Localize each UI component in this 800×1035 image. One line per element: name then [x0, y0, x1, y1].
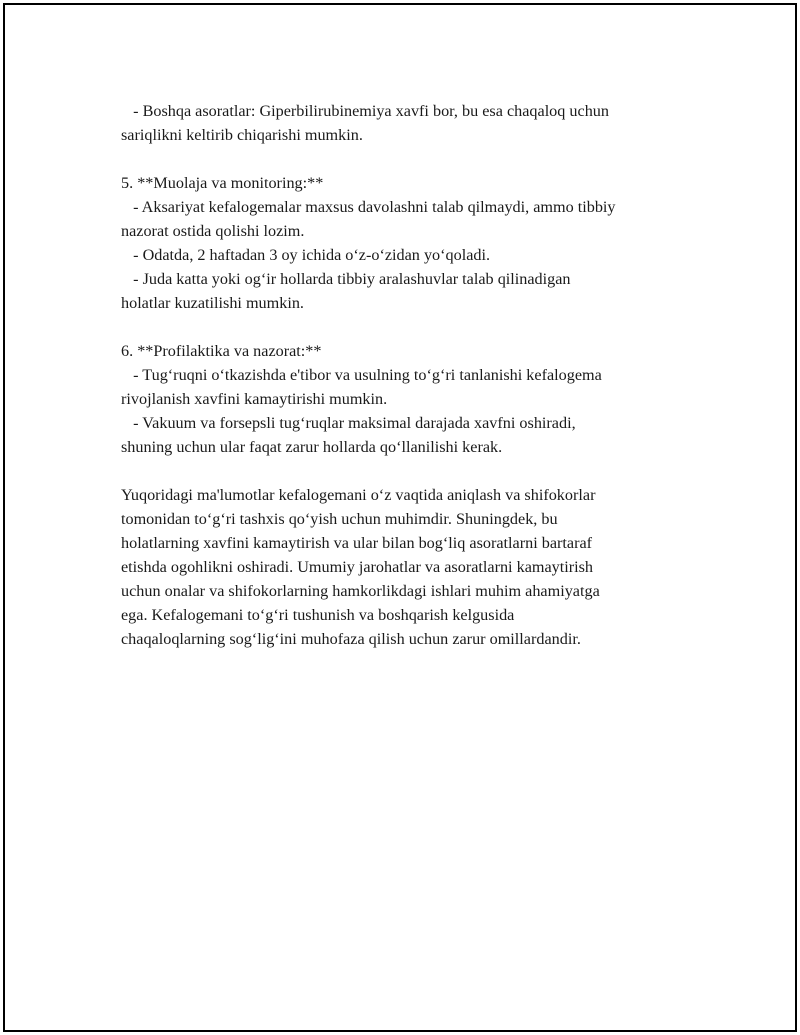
- paragraph-spacer: [121, 315, 701, 339]
- text-line: chaqaloqlarning sog‘lig‘ini muhofaza qilish uchun zarur omillardandir.: [121, 630, 581, 648]
- complications-continuation: [121, 99, 701, 147]
- text-line: - Vakuum va forsepsli tug‘ruqlar maksimal darajada xavfni oshiradi,: [121, 414, 576, 432]
- text-line: rivojlanish xavfini kamaytirishi mumkin.: [121, 390, 388, 408]
- document-body: [121, 99, 701, 651]
- text-line: ega. Kefalogemani to‘g‘ri tushunish va boshqarish kelgusida: [121, 606, 515, 624]
- text-line: - Boshqa asoratlar: Giperbilirubinemiya xavfi bor, bu esa chaqaloq uchun: [121, 102, 609, 120]
- paragraph-spacer: [121, 147, 701, 171]
- section-prevention-control: [121, 339, 701, 459]
- text-line: uchun onalar va shifokorlarning hamkorlikdagi ishlari muhim ahamiyatga: [121, 582, 600, 600]
- conclusion-paragraph: [121, 483, 701, 651]
- text-line: - Aksariyat kefalogemalar maxsus davolashni talab qilmaydi, ammo tibbiy: [121, 198, 616, 216]
- section-heading: 6. **Profilaktika va nazorat:**: [121, 342, 322, 360]
- text-line: holatlarning xavfini kamaytirish va ular bilan bog‘liq asoratlarni bartaraf: [121, 534, 593, 552]
- text-line: shuning uchun ular faqat zarur hollarda qo‘llanilishi kerak.: [121, 438, 503, 456]
- text-line: Yuqoridagi ma'lumotlar kefalogemani o‘z vaqtida aniqlash va shifokorlar: [121, 486, 596, 504]
- document-page: [3, 3, 797, 1032]
- text-line: - Odatda, 2 haftadan 3 oy ichida o‘z-o‘zidan yo‘qoladi.: [121, 246, 491, 264]
- text-line: sariqlikni keltirib chiqarishi mumkin.: [121, 126, 363, 144]
- paragraph-spacer: [121, 459, 701, 483]
- section-heading: 5. **Muolaja va monitoring:**: [121, 174, 324, 192]
- text-line: nazorat ostida qolishi lozim.: [121, 222, 305, 240]
- text-line: - Tug‘ruqni o‘tkazishda e'tibor va usulning to‘g‘ri tanlanishi kefalogema: [121, 366, 602, 384]
- text-line: etishda ogohlikni oshiradi. Umumiy jarohatlar va asoratlarni kamaytirish: [121, 558, 594, 576]
- text-line: holatlar kuzatilishi mumkin.: [121, 294, 304, 312]
- text-line: tomonidan to‘g‘ri tashxis qo‘yish uchun muhimdir. Shuningdek, bu: [121, 510, 558, 528]
- text-line: - Juda katta yoki og‘ir hollarda tibbiy aralashuvlar talab qilinadigan: [121, 270, 571, 288]
- section-treatment-monitoring: [121, 171, 701, 315]
